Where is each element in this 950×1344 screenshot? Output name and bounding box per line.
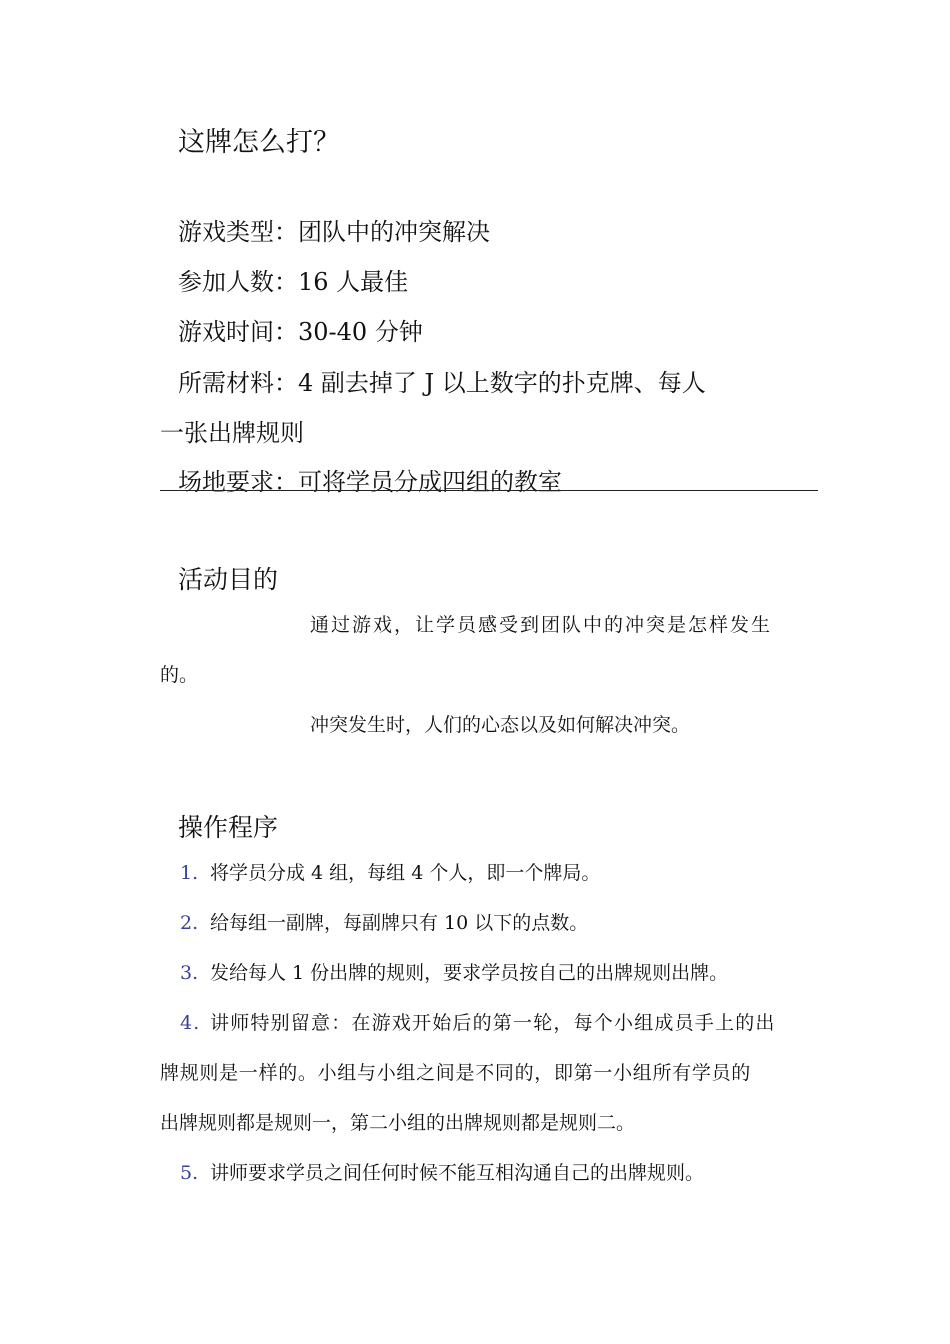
step-number: 3. xyxy=(180,962,199,984)
step-number: 4. xyxy=(180,1012,201,1034)
purpose-paragraph-1: 通过游戏，让学员感受到团队中的冲突是怎样发生 xyxy=(310,614,773,636)
step-text: 给每组一副牌，每副牌只有 10 以下的点数。 xyxy=(210,912,589,934)
procedure-step-continued: 出牌规则都是规则一，第二小组的出牌规则都是规则二。 xyxy=(160,1112,636,1134)
step-number: 2. xyxy=(180,912,199,934)
document-title: 这牌怎么打？ xyxy=(178,127,340,158)
venue-line: 场地要求：可将学员分成四组的教室 xyxy=(178,468,562,496)
materials-line: 所需材料：4 副去掉了 J 以上数字的扑克牌、每人 xyxy=(178,369,706,397)
step-text: 讲师要求学员之间任何时候不能互相沟通自己的出牌规则。 xyxy=(210,1162,705,1184)
purpose-paragraph-2: 冲突发生时，人们的心态以及如何解决冲突。 xyxy=(310,714,691,736)
procedure-step xyxy=(180,1008,776,1035)
participants-line: 参加人数：16 人最佳 xyxy=(178,268,409,296)
procedure-step-continued: 牌规则是一样的。小组与小组之间是不同的，即第一小组所有学员的 xyxy=(160,1062,752,1084)
materials-line-continued: 一张出牌规则 xyxy=(160,419,304,447)
step-text: 将学员分成 4 组，每组 4 个人，即一个牌局。 xyxy=(210,862,601,884)
step-number: 5. xyxy=(180,1162,199,1184)
step-text: 发给每人 1 份出牌的规则，要求学员按自己的出牌规则出牌。 xyxy=(210,962,729,984)
procedure-step xyxy=(180,1158,704,1185)
procedure-step xyxy=(180,858,600,885)
procedure-heading: 操作程序 xyxy=(178,813,279,842)
game-time-line: 游戏时间：30-40 分钟 xyxy=(178,318,423,346)
step-number: 1. xyxy=(180,862,199,884)
purpose-heading: 活动目的 xyxy=(178,565,279,594)
procedure-step xyxy=(180,958,728,985)
section-divider xyxy=(160,490,818,491)
procedure-step xyxy=(180,908,588,935)
step-text: 讲师特别留意：在游戏开始后的第一轮，每个小组成员手上的出 xyxy=(210,1012,776,1034)
purpose-paragraph-1-continued: 的。 xyxy=(160,664,199,686)
game-type-line: 游戏类型：团队中的冲突解决 xyxy=(178,218,490,246)
